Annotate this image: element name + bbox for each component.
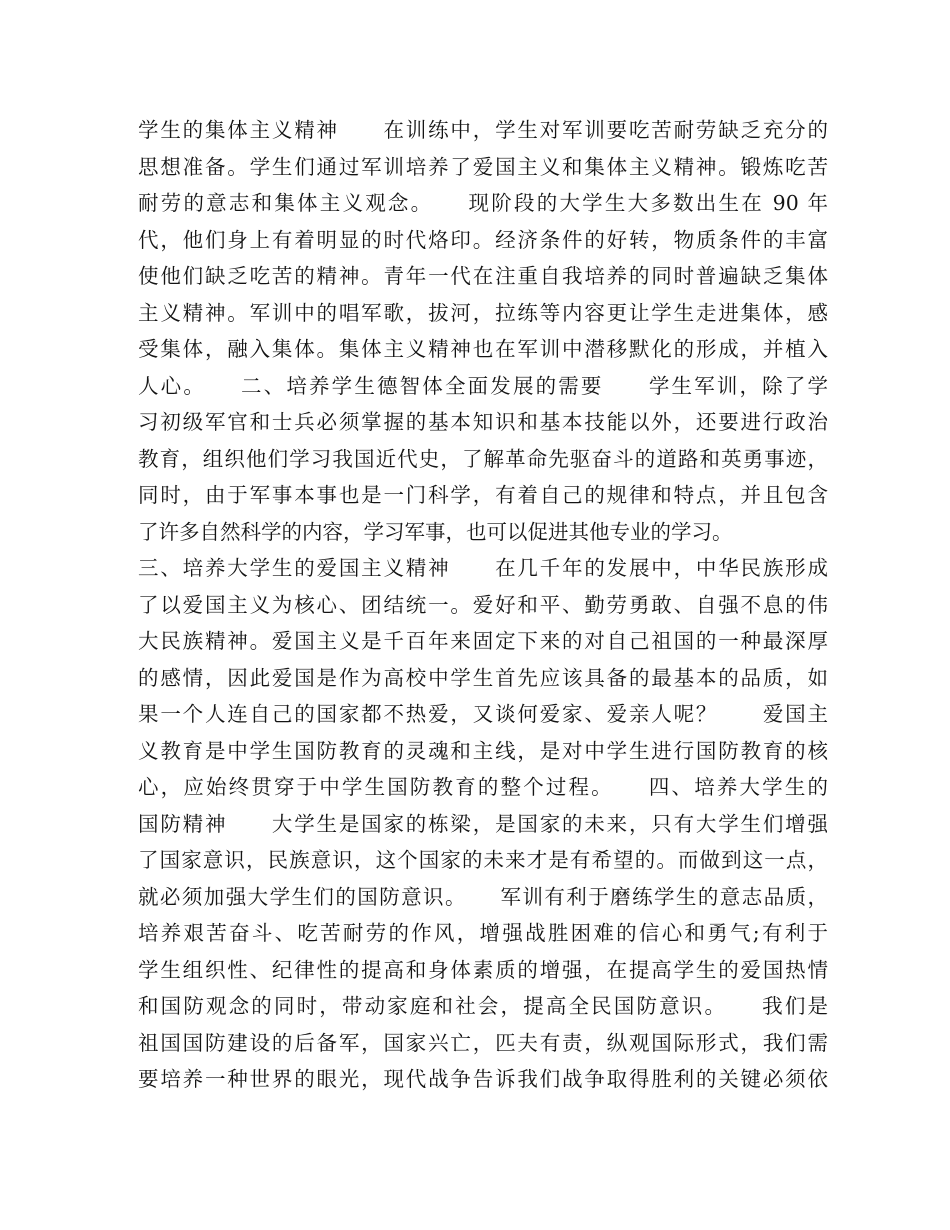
- text-line: 学生组织性、纪律性的提高和身体素质的增强，在提高学生的爱国热情: [138, 957, 828, 982]
- text-line: 义教育是中学生国防教育的灵魂和主线，是对中学生进行国防教育的核: [138, 738, 828, 763]
- text-line: 人心。 二、培养学生德智体全面发展的需要 学生军训，除了学: [138, 373, 828, 398]
- text-line: 了以爱国主义为核心、团结统一。爱好和平、勤劳勇敢、自强不息的伟: [138, 592, 828, 617]
- text-line: 心，应始终贯穿于中学生国防教育的整个过程。 四、培养大学生的: [138, 775, 828, 799]
- text-line: 了许多自然科学的内容，学习军事，也可以促进其他专业的学习。: [138, 519, 733, 544]
- body-text: [138, 112, 828, 1098]
- text-line: 主义精神。军训中的唱军歌，拔河，拉练等内容更让学生走进集体，感: [138, 300, 828, 325]
- text-line: 大民族精神。爱国主义是千百年来固定下来的对自己祖国的一种最深厚: [138, 629, 828, 653]
- text-line: 耐劳的意志和集体主义观念。 现阶段的大学生大多数出生在 90 年: [138, 191, 828, 215]
- text-line: 果一个人连自己的国家都不热爱，又谈何爱家、爱亲人呢？ 爱国主: [138, 702, 828, 726]
- text-line: 同时，由于军事本事也是一门科学，有着自己的规律和特点，并且包含: [138, 483, 828, 507]
- text-line: 就必须加强大学生们的国防意识。 军训有利于磨练学生的意志品质，: [138, 884, 828, 909]
- text-line: 要培养一种世界的眼光，现代战争告诉我们战争取得胜利的关键必须依: [138, 1067, 828, 1091]
- text-line: 国防精神 大学生是国家的栋梁，是国家的未来，只有大学生们增强: [138, 811, 828, 836]
- text-line: 受集体，融入集体。集体主义精神也在军训中潜移默化的形成，并植入: [138, 337, 828, 361]
- text-line: 和国防观念的同时，带动家庭和社会，提高全民国防意识。 我们是: [138, 994, 828, 1018]
- text-line: 三、培养大学生的爱国主义精神 在几千年的发展中，中华民族形成: [138, 556, 828, 580]
- text-line: 代，他们身上有着明显的时代烙印。经济条件的好转，物质条件的丰富: [138, 227, 828, 252]
- text-line: 思想准备。学生们通过军训培养了爱国主义和集体主义精神。锻炼吃苦: [138, 154, 828, 179]
- text-line: 习初级军官和士兵必须掌握的基本知识和基本技能以外，还要进行政治: [138, 410, 828, 434]
- text-line: 了国家意识，民族意识，这个国家的未来才是有希望的。而做到这一点，: [138, 848, 828, 872]
- text-line: 教育，组织他们学习我国近代史，了解革命先驱奋斗的道路和英勇事迹，: [138, 446, 828, 471]
- text-line: 祖国国防建设的后备军，国家兴亡，匹夫有责，纵观国际形式，我们需: [138, 1030, 828, 1055]
- text-line: 培养艰苦奋斗、吃苦耐劳的作风，增强战胜困难的信心和勇气;有利于: [138, 921, 828, 945]
- text-line: 使他们缺乏吃苦的精神。青年一代在注重自我培养的同时普遍缺乏集体: [138, 264, 828, 288]
- text-line: 学生的集体主义精神 在训练中，学生对军训要吃苦耐劳缺乏充分的: [138, 118, 828, 142]
- text-line: 的感情，因此爱国是作为高校中学生首先应该具备的最基本的品质，如: [138, 665, 828, 690]
